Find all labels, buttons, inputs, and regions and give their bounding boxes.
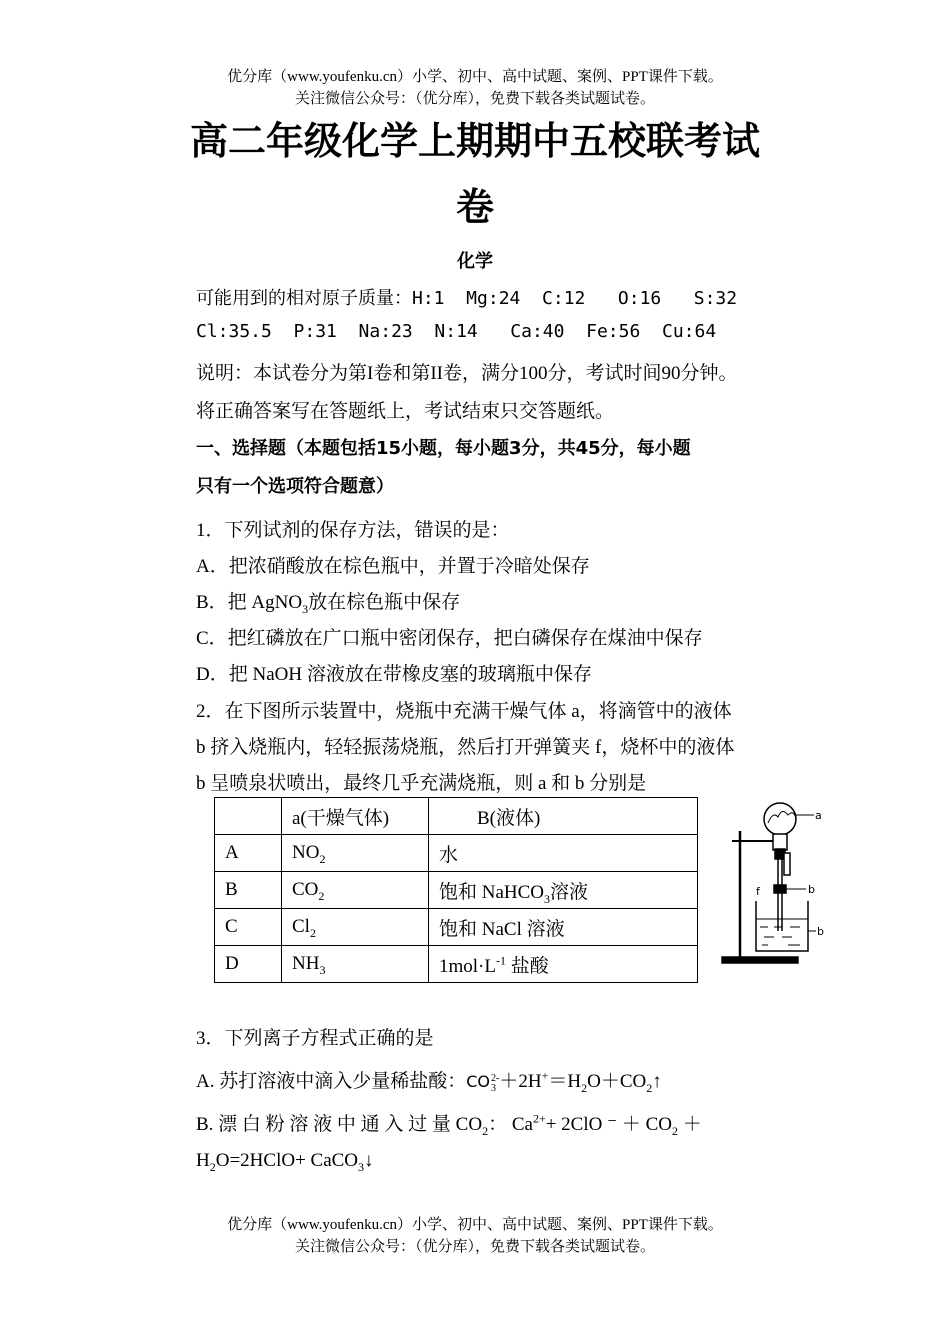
atomic-masses-row-1 bbox=[196, 284, 737, 310]
table-row: B $CO_2$ 饱和 NaHCO$_3$溶液 bbox=[215, 872, 698, 909]
table-row: C $Cl_2$ 饱和 NaCl 溶液 bbox=[215, 909, 698, 946]
q3-option-a: A. 苏打溶液中滴入少量稀盐酸：CO 2- 3 $+2H^+=H_2O+CO_2↑$ bbox=[196, 1068, 662, 1095]
q1-option-c: C．把红磷放在广口瓶中密闭保存，把白磷保存在煤油中保存 bbox=[196, 628, 703, 649]
table-row: A $NO_2$ 水 bbox=[215, 835, 698, 872]
figure-label-f: f bbox=[756, 885, 760, 898]
q2-stem-line-2: b 挤入烧瓶内，轻轻振荡烧瓶，然后打开弹簧夹 f，烧杯中的液体 bbox=[196, 737, 735, 758]
atomic-masses-values-2: Cl:35.5 P:31 Na:23 N:14 Ca:40 Fe:56 Cu:64 bbox=[196, 321, 717, 342]
atomic-masses-row-2 bbox=[196, 321, 716, 343]
page-title-line-2: 卷 bbox=[455, 185, 494, 229]
figure-label-a: a bbox=[815, 809, 822, 822]
footer-line-1: 优分库（www.youfenku.cn）小学、初中、高中试题、案例、PPT课件下载。 bbox=[227, 1217, 723, 1233]
figure-label-b-dropper: b bbox=[808, 883, 815, 896]
instructions-line-2: 将正确答案写在答题纸上，考试结束只交答题纸。 bbox=[196, 401, 615, 422]
subject-title: 化学 bbox=[457, 251, 493, 272]
atomic-masses-values-1: H:1 Mg:24 C:12 O:16 S:32 bbox=[412, 288, 738, 309]
q3-option-b-line-2: $H_2O=2HClO+$ CaCO$_3$↓ bbox=[196, 1150, 374, 1174]
section-heading-line-1: 一、选择题（本题包括15小题，每小题3分，共45分，每小题 bbox=[196, 438, 691, 459]
q2-stem-line-1: 2．在下图所示装置中，烧瓶中充满干燥气体 a，将滴管中的液体 bbox=[196, 701, 732, 722]
table-header-liquid: B(液体) bbox=[429, 798, 698, 835]
q2-stem-line-3: b 呈喷泉状喷出，最终几乎充满烧瓶，则 a 和 b 分别是 bbox=[196, 773, 647, 794]
q3-stem: 3．下列离子方程式正确的是 bbox=[196, 1028, 434, 1049]
fountain-apparatus-figure bbox=[718, 801, 830, 969]
instructions-line-1: 说明：本试卷分为第I卷和第II卷，满分100分，考试时间90分钟。 bbox=[196, 363, 738, 384]
q2-options-table bbox=[214, 797, 698, 983]
page-title-line-1: 高二年级化学上期期中五校联考试 bbox=[189, 119, 760, 163]
table-header-gas: a(干燥气体) bbox=[282, 798, 429, 835]
table-row: D $NH_3$ $1mol\cdot L^{-1}$ 盐酸 bbox=[215, 946, 698, 983]
q1-option-d: D．把 NaOH 溶液放在带橡皮塞的玻璃瓶中保存 bbox=[196, 664, 592, 685]
section-heading-line-2: 只有一个选项符合题意） bbox=[196, 476, 394, 497]
q1-stem: 1．下列试剂的保存方法，错误的是： bbox=[196, 520, 510, 541]
footer-line-2: 关注微信公众号：（优分库），免费下载各类试题试卷。 bbox=[294, 1239, 655, 1255]
figure-label-b-beaker: b bbox=[817, 925, 824, 938]
q3-option-b-line-1: B. 漂 白 粉 溶 液 中 通 入 过 量 $CO_2$： $Ca^{2+}+ 2ClO$ ⁻ ＋ $CO_2$ ＋ bbox=[196, 1111, 702, 1138]
q1-option-a: A．把浓硝酸放在棕色瓶中，并置于冷暗处保存 bbox=[196, 556, 590, 577]
header-line-2: 关注微信公众号：（优分库），免费下载各类试题试卷。 bbox=[294, 91, 655, 107]
table-header-row bbox=[215, 798, 698, 835]
q1-option-b: B．把 AgNO$_3$放在棕色瓶中保存 bbox=[196, 592, 461, 616]
header-line-1: 优分库（www.youfenku.cn）小学、初中、高中试题、案例、PPT课件下载。 bbox=[227, 69, 723, 85]
atomic-masses-label: 可能用到的相对原子质量： bbox=[196, 288, 412, 309]
